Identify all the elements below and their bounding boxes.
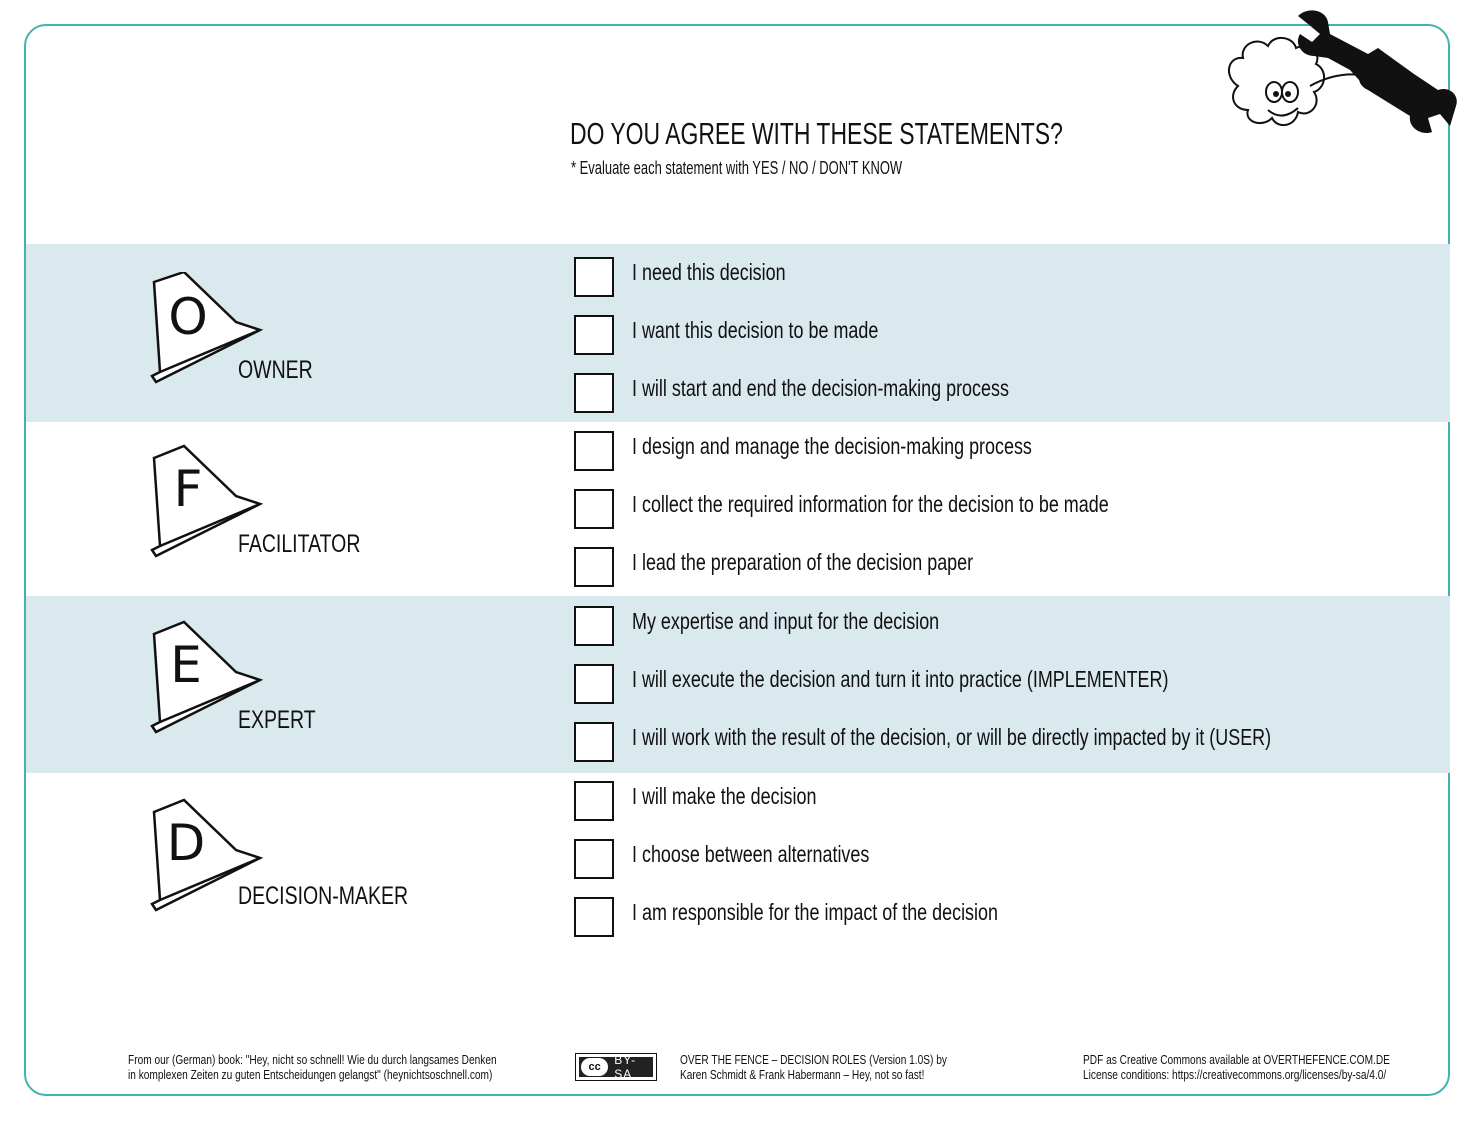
statement-checkbox[interactable] [574, 547, 614, 587]
license-badge [575, 1053, 657, 1081]
statement-text: I will start and end the decision-making process [632, 375, 1009, 401]
statement-checkbox[interactable] [574, 315, 614, 355]
statement-checkbox[interactable] [574, 489, 614, 529]
expert-letter: E [170, 636, 202, 694]
statement-text: I choose between alternatives [632, 841, 870, 867]
statement-checkbox[interactable] [574, 722, 614, 762]
statement-text: I want this decision to be made [632, 317, 879, 343]
statement-checkbox[interactable] [574, 897, 614, 937]
footer-book-line: in komplexen Zeiten zu guten Entscheidungen gelangst" (heynichtsoschnell.com) [128, 1067, 493, 1082]
statement-checkbox[interactable] [574, 257, 614, 297]
page-title: DO YOU AGREE WITH THESE STATEMENTS? [570, 116, 1063, 151]
statement-text: I need this decision [632, 259, 786, 285]
footer-book-line: From our (German) book: "Hey, nicht so schnell! Wie du durch langsames Denken [128, 1052, 497, 1067]
statement-text: I will make the decision [632, 783, 817, 809]
statement-checkbox[interactable] [574, 431, 614, 471]
role-name: EXPERT [238, 706, 316, 734]
role-name: FACILITATOR [238, 530, 361, 558]
statement-checkbox[interactable] [574, 606, 614, 646]
footer-credits-line: Karen Schmidt & Frank Habermann – Hey, not so fast! [680, 1067, 925, 1082]
footer-pdf-note [1083, 1052, 1390, 1082]
decision-maker-letter: D [166, 814, 206, 872]
cc-icon: cc [581, 1058, 608, 1076]
role-name: OWNER [238, 356, 313, 384]
footer-pdf-line: License conditions: https://creativecommons.org/licenses/by-sa/4.0/ [1083, 1067, 1387, 1082]
owner-letter: O [168, 288, 208, 346]
footer-credits [680, 1052, 947, 1082]
license-badge-label: BY-SA [614, 1053, 637, 1081]
mascot-wrench-icon [1218, 6, 1468, 166]
footer-book-note [128, 1052, 497, 1082]
statement-checkbox[interactable] [574, 373, 614, 413]
role-name: DECISION-MAKER [238, 882, 409, 910]
statement-checkbox[interactable] [574, 664, 614, 704]
statement-text: My expertise and input for the decision [632, 608, 940, 634]
statement-text: I lead the preparation of the decision paper [632, 549, 974, 575]
facilitator-letter: F [173, 460, 203, 518]
statement-text: I design and manage the decision-making process [632, 433, 1032, 459]
statement-checkbox[interactable] [574, 781, 614, 821]
statement-checkbox[interactable] [574, 839, 614, 879]
statement-text: I am responsible for the impact of the decision [632, 899, 998, 925]
statement-text: I collect the required information for the decision to be made [632, 491, 1109, 517]
page-subtitle: * Evaluate each statement with YES / NO / DON'T KNOW [571, 158, 903, 178]
footer-pdf-line: PDF as Creative Commons available at OVERTHEFENCE.COM.DE [1083, 1052, 1390, 1067]
statement-text: I will work with the result of the decision, or will be directly impacted by it (USER) [632, 724, 1272, 750]
footer-credits-line: OVER THE FENCE – DECISION ROLES (Version 1.0S) by [680, 1052, 947, 1067]
statement-text: I will execute the decision and turn it into practice (IMPLEMENTER) [632, 666, 1169, 692]
